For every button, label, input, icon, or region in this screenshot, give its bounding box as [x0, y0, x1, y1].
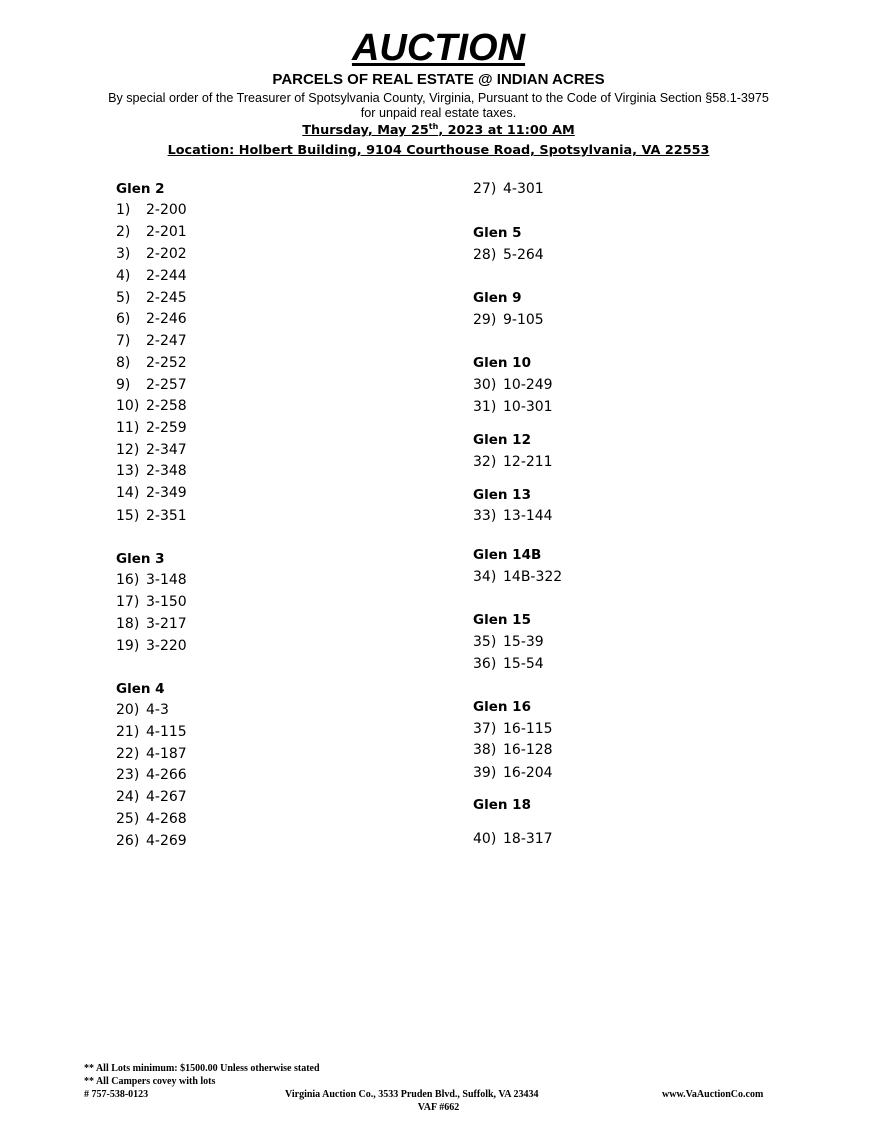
parcel-number: 18) — [116, 616, 140, 632]
parcel-id: 2-244 — [146, 268, 187, 284]
parcel-id: 10-301 — [503, 399, 553, 415]
parcel-item — [116, 810, 187, 828]
parcel-id: 2-351 — [146, 508, 187, 524]
parcel-item — [473, 398, 553, 416]
glen-heading: Glen 18 — [473, 797, 531, 813]
parcel-item — [473, 764, 553, 782]
parcel-id: 4-3 — [146, 702, 169, 718]
parcel-item — [116, 637, 187, 655]
parcel-number: 3) — [116, 246, 131, 262]
parcel-id: 4-266 — [146, 767, 187, 783]
parcel-id: 18-317 — [503, 831, 553, 847]
parcel-id: 4-115 — [146, 724, 187, 740]
parcel-number: 33) — [473, 508, 497, 524]
glen-heading: Glen 9 — [473, 290, 522, 306]
parcel-item — [116, 788, 187, 806]
glen-heading: Glen 4 — [116, 681, 165, 697]
footnote-campers: ** All Campers covey with lots — [84, 1076, 216, 1087]
parcel-number: 22) — [116, 746, 140, 762]
parcel-number: 15) — [116, 508, 140, 524]
parcel-number: 39) — [473, 765, 497, 781]
parcel-number: 40) — [473, 831, 497, 847]
parcel-id: 2-245 — [146, 290, 187, 306]
parcel-number: 29) — [473, 312, 497, 328]
parcel-item — [116, 462, 187, 480]
parcel-id: 2-252 — [146, 355, 187, 371]
parcel-number: 30) — [473, 377, 497, 393]
parcel-item — [116, 397, 187, 415]
parcel-id: 2-349 — [146, 485, 187, 501]
parcel-item — [116, 223, 187, 241]
parcel-item — [116, 441, 187, 459]
auction-date-suffix: th — [428, 122, 439, 131]
parcel-number: 11) — [116, 420, 140, 436]
parcel-number: 14) — [116, 485, 140, 501]
parcel-number: 20) — [116, 702, 140, 718]
parcel-number: 12) — [116, 442, 140, 458]
parcel-id: 13-144 — [503, 508, 553, 524]
parcel-id: 2-202 — [146, 246, 187, 262]
parcel-id: 2-257 — [146, 377, 187, 393]
legal-notice — [0, 91, 877, 120]
parcel-id: 3-217 — [146, 616, 187, 632]
parcel-item — [116, 832, 187, 850]
parcel-number: 1) — [116, 202, 131, 218]
parcel-number: 4) — [116, 268, 131, 284]
parcel-id: 2-201 — [146, 224, 187, 240]
parcel-number: 17) — [116, 594, 140, 610]
auction-date — [0, 122, 877, 140]
parcel-id: 12-211 — [503, 454, 553, 470]
parcel-id: 4-267 — [146, 789, 187, 805]
parcel-item — [116, 310, 187, 328]
glen-heading: Glen 10 — [473, 355, 531, 371]
parcel-item — [116, 571, 187, 589]
parcel-item — [116, 701, 169, 719]
parcel-item — [116, 507, 187, 525]
parcel-id: 10-249 — [503, 377, 553, 393]
parcel-item — [473, 830, 553, 848]
parcel-item — [473, 453, 553, 471]
parcel-item — [116, 745, 187, 763]
parcel-id: 2-347 — [146, 442, 187, 458]
parcel-number: 2) — [116, 224, 131, 240]
parcel-id: 4-187 — [146, 746, 187, 762]
auction-location: Location: Holbert Building, 9104 Courthouse Road, Spotsylvania, VA 22553 — [167, 143, 710, 158]
parcel-item — [473, 741, 553, 759]
parcel-item — [116, 484, 187, 502]
footer-license: VAF #662 — [417, 1102, 460, 1113]
parcel-item — [116, 354, 187, 372]
parcel-id: 5-264 — [503, 247, 544, 263]
glen-heading: Glen 15 — [473, 612, 531, 628]
parcel-number: 8) — [116, 355, 131, 371]
parcel-number: 10) — [116, 398, 140, 414]
parcel-number: 5) — [116, 290, 131, 306]
parcel-item — [116, 245, 187, 263]
legal-notice-line-2: for unpaid real estate taxes. — [360, 105, 517, 120]
parcel-item — [473, 507, 553, 525]
auction-date-prefix: Thursday, May 25 — [302, 123, 429, 138]
parcel-id: 16-128 — [503, 742, 553, 758]
glen-heading: Glen 2 — [116, 181, 165, 197]
parcel-id: 16-115 — [503, 721, 553, 737]
parcel-id: 3-150 — [146, 594, 187, 610]
parcel-number: 16) — [116, 572, 140, 588]
glen-heading: Glen 12 — [473, 432, 531, 448]
parcel-number: 9) — [116, 377, 131, 393]
parcel-item — [116, 723, 187, 741]
parcel-id: 15-54 — [503, 656, 544, 672]
parcel-item — [116, 332, 187, 350]
parcel-id: 9-105 — [503, 312, 544, 328]
glen-heading: Glen 13 — [473, 487, 531, 503]
parcel-number: 34) — [473, 569, 497, 585]
parcel-item — [116, 419, 187, 437]
auction-date-rest: , 2023 at 11:00 AM — [438, 123, 575, 138]
parcel-id: 2-258 — [146, 398, 187, 414]
parcel-number: 23) — [116, 767, 140, 783]
parcel-item — [116, 201, 187, 219]
parcel-item — [116, 289, 187, 307]
parcel-number: 26) — [116, 833, 140, 849]
parcel-id: 2-246 — [146, 311, 187, 327]
parcel-id: 14B-322 — [503, 569, 563, 585]
parcel-id: 4-301 — [503, 181, 544, 197]
parcel-number: 24) — [116, 789, 140, 805]
parcel-number: 31) — [473, 399, 497, 415]
glen-heading: Glen 14B — [473, 547, 542, 563]
parcel-id: 15-39 — [503, 634, 544, 650]
footnote-minimum: ** All Lots minimum: $1500.00 Unless otherwise stated — [84, 1063, 320, 1074]
parcel-number: 19) — [116, 638, 140, 654]
parcel-item — [473, 633, 544, 651]
footer-phone: # 757-538-0123 — [84, 1089, 149, 1100]
parcel-item — [116, 615, 187, 633]
parcel-item — [116, 267, 187, 285]
parcel-id: 2-348 — [146, 463, 187, 479]
parcel-id: 3-148 — [146, 572, 187, 588]
parcel-number: 36) — [473, 656, 497, 672]
glen-heading: Glen 3 — [116, 551, 165, 567]
parcel-id: 16-204 — [503, 765, 553, 781]
parcel-id: 2-247 — [146, 333, 187, 349]
footer-website: www.VaAuctionCo.com — [662, 1089, 764, 1100]
parcel-number: 27) — [473, 181, 497, 197]
parcel-number: 28) — [473, 247, 497, 263]
parcel-id: 2-259 — [146, 420, 187, 436]
parcel-number: 32) — [473, 454, 497, 470]
parcel-number: 25) — [116, 811, 140, 827]
parcel-id: 2-200 — [146, 202, 187, 218]
glen-heading: Glen 16 — [473, 699, 531, 715]
parcel-item — [473, 376, 553, 394]
parcel-item — [473, 655, 544, 673]
parcel-number: 38) — [473, 742, 497, 758]
parcel-id: 4-268 — [146, 811, 187, 827]
auction-subtitle: PARCELS OF REAL ESTATE @ INDIAN ACRES — [272, 71, 605, 88]
parcel-id: 4-269 — [146, 833, 187, 849]
parcel-item — [473, 246, 544, 264]
parcel-number: 35) — [473, 634, 497, 650]
footer-company: Virginia Auction Co., 3533 Pruden Blvd., Suffolk, VA 23434 — [285, 1089, 539, 1100]
parcel-number: 6) — [116, 311, 131, 327]
parcel-item — [473, 568, 562, 586]
parcel-item — [116, 766, 187, 784]
auction-title: AUCTION — [351, 27, 526, 69]
parcel-number: 7) — [116, 333, 131, 349]
parcel-id: 3-220 — [146, 638, 187, 654]
glen-heading: Glen 5 — [473, 225, 522, 241]
parcel-item — [473, 311, 544, 329]
parcel-number: 13) — [116, 463, 140, 479]
parcel-item — [473, 720, 553, 738]
parcel-item — [116, 376, 187, 394]
legal-notice-line-1: By special order of the Treasurer of Spotsylvania County, Virginia, Pursuant to the Code of Virginia Section §58.1-3975 — [108, 91, 769, 105]
parcel-item — [473, 180, 544, 198]
parcel-item — [116, 593, 187, 611]
parcel-number: 21) — [116, 724, 140, 740]
parcel-number: 37) — [473, 721, 497, 737]
